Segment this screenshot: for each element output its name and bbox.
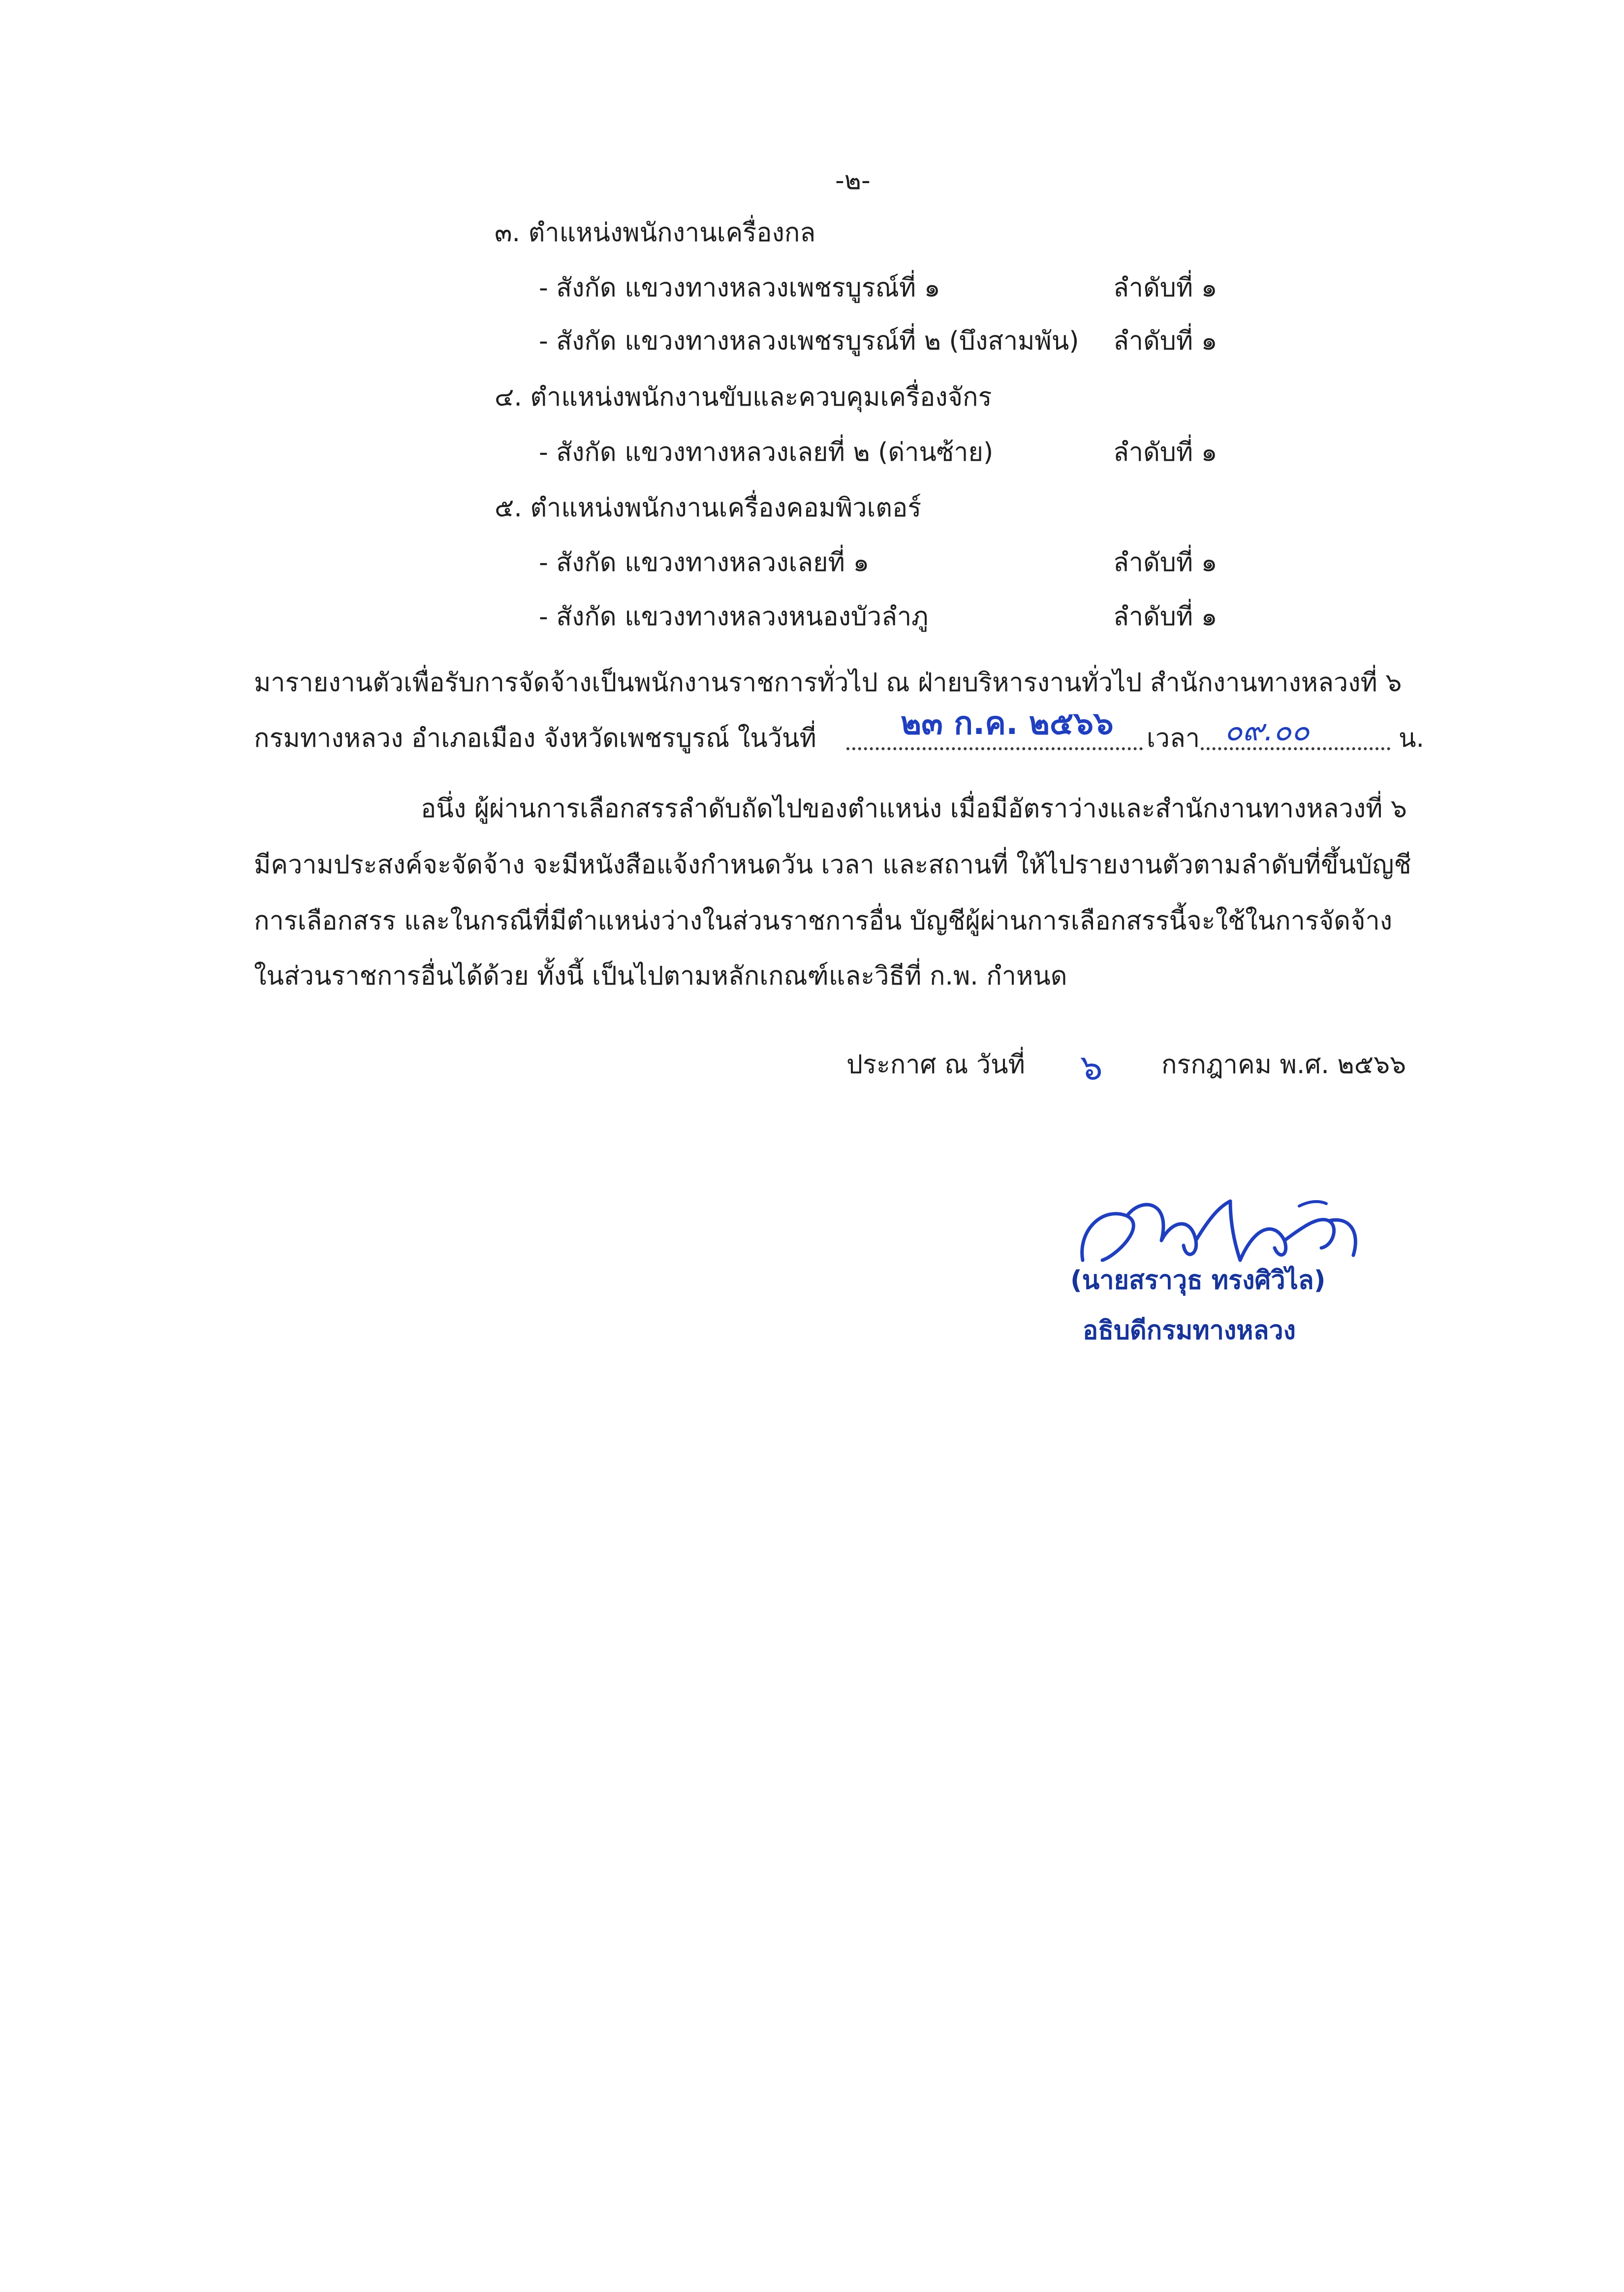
position-unit: - สังกัด แขวงทางหลวงหนองบัวลำภู xyxy=(539,602,929,632)
position-unit: - สังกัด แขวงทางหลวงเพชรบูรณ์ที่ ๑ xyxy=(539,273,940,303)
position-title: ๕. ตำแหน่งพนักงานเครื่องคอมพิวเตอร์ xyxy=(495,493,922,523)
position-rank: ลำดับที่ ๑ xyxy=(1113,438,1218,467)
paragraph-line: การเลือกสรร และในกรณีที่มีตำแหน่งว่างในส่วนราชการอื่น บัญชีผู้ผ่านการเลือกสรรนี้จะใช้ในการจัดจ้าง xyxy=(254,906,1393,936)
report-line-2-prefix: กรมทางหลวง อำเภอเมือง จังหวัดเพชรบูรณ์ ในวันที่ xyxy=(254,724,816,753)
announce-month-year: กรกฎาคม พ.ศ. ๒๕๖๖ xyxy=(1161,1050,1406,1080)
position-unit: - สังกัด แขวงทางหลวงเลยที่ ๑ xyxy=(539,548,870,577)
paragraph-line: มีความประสงค์จะจัดจ้าง จะมีหนังสือแจ้งกำหนดวัน เวลา และสถานที่ ให้ไปรายงานตัวตามลำดับที่ขึ้นบัญชี xyxy=(254,850,1411,880)
handwritten-time: ๐๙.๐๐ xyxy=(1224,713,1310,748)
page-number: -๒- xyxy=(835,166,871,195)
handwritten-day: ๖ xyxy=(1080,1047,1103,1088)
handwritten-date: ๒๓ ก.ค. ๒๕๖๖ xyxy=(901,705,1114,742)
time-suffix: น. xyxy=(1399,724,1425,753)
signatory-title: อธิบดีกรมทางหลวง xyxy=(1083,1316,1296,1345)
announce-prefix: ประกาศ ณ วันที่ xyxy=(846,1050,1025,1080)
report-line-1: มารายงานตัวเพื่อรับการจัดจ้างเป็นพนักงานราชการทั่วไป ณ ฝ่ายบริหารงานทั่วไป สำนักงานทางหลวงที่ ๖ xyxy=(254,668,1402,698)
time-label: เวลา xyxy=(1147,724,1200,753)
position-rank: ลำดับที่ ๑ xyxy=(1113,602,1218,632)
position-rank: ลำดับที่ ๑ xyxy=(1113,273,1218,303)
position-rank: ลำดับที่ ๑ xyxy=(1113,548,1218,577)
position-rank: ลำดับที่ ๑ xyxy=(1113,326,1218,356)
signatory-name: (นายสราวุธ ทรงศิวิไล) xyxy=(1070,1266,1326,1295)
position-title: ๓. ตำแหน่งพนักงานเครื่องกล xyxy=(495,218,816,248)
position-unit: - สังกัด แขวงทางหลวงเลยที่ ๒ (ด่านซ้าย) xyxy=(539,438,994,467)
paragraph-line: ในส่วนราชการอื่นได้ด้วย ทั้งนี้ เป็นไปตามหลักเกณฑ์และวิธีที่ ก.พ. กำหนด xyxy=(254,961,1067,991)
signature-image xyxy=(1073,1186,1368,1275)
position-unit: - สังกัด แขวงทางหลวงเพชรบูรณ์ที่ ๒ (บึงสามพัน) xyxy=(539,326,1079,356)
paragraph-line: อนึ่ง ผู้ผ่านการเลือกสรรลำดับถัดไปของตำแหน่ง เมื่อมีอัตราว่างและสำนักงานทางหลวงที่ ๖ xyxy=(421,794,1407,824)
position-title: ๔. ตำแหน่งพนักงานขับและควบคุมเครื่องจักร xyxy=(495,382,992,412)
